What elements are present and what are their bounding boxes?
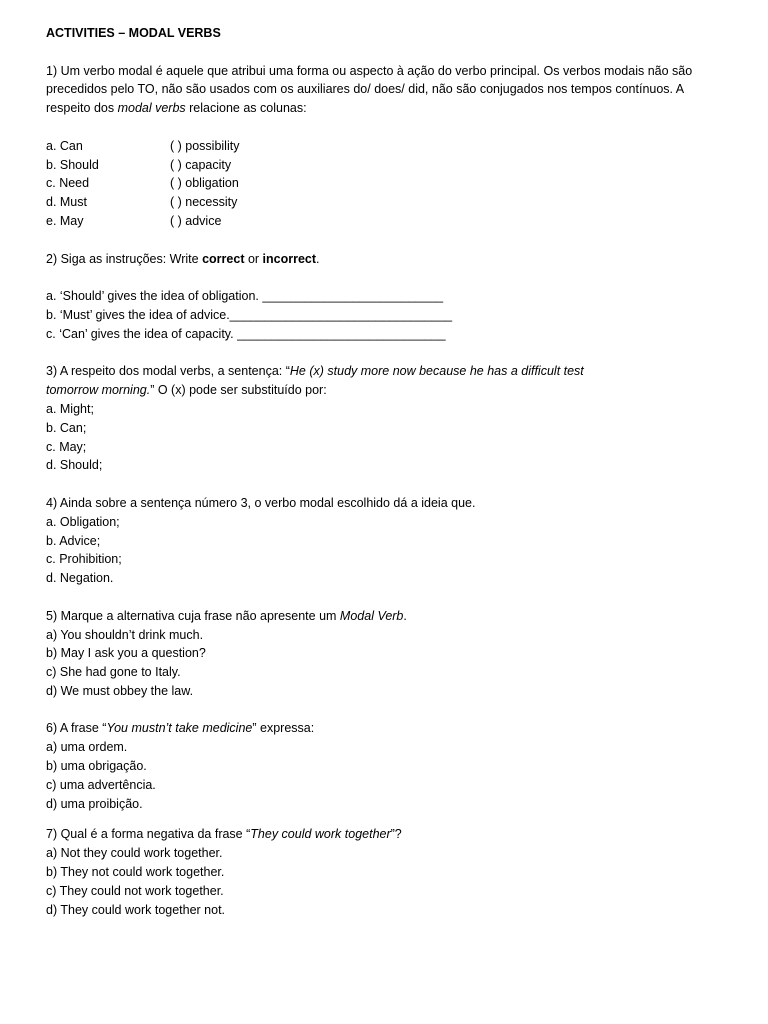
q1-match-row [46, 212, 726, 231]
q6-prompt: 6) A frase “You mustn’t take medicine” expressa: [46, 721, 315, 736]
q3-option: c. May; [46, 439, 87, 454]
q5-option: b) May I ask you a question? [46, 646, 206, 661]
q4-option: d. Negation. [46, 571, 114, 586]
q7-option: c) They could not work together. [46, 883, 224, 898]
q1-left-item: d. Must [46, 195, 87, 210]
q7-prompt: 7) Qual é a forma negativa da frase “They could work together”? [46, 827, 402, 842]
q1-left-item: e. May [46, 213, 84, 228]
q7-option: a) Not they could work together. [46, 846, 223, 861]
q4-option: a. Obligation; [46, 514, 120, 529]
q1-left-item: c. Need [46, 176, 90, 191]
q1-match-row [46, 137, 726, 156]
q6-option: a) uma ordem. [46, 740, 128, 755]
q1-intro-line-2: precedidos pelo TO, não são usados com os auxiliares do/ does/ did, não são conjugados nos tempos contínuos. A [46, 82, 685, 97]
q1-right-item: ( ) advice [170, 213, 222, 228]
q3-option: d. Should; [46, 458, 103, 473]
q5-option: c) She had gone to Italy. [46, 665, 181, 680]
q1-left-item: a. Can [46, 138, 83, 153]
q1-match-row [46, 193, 726, 212]
q3-option: a. Might; [46, 401, 94, 416]
q2-item: b. ‘Must’ gives the idea of advice.________________________________ [46, 307, 453, 322]
q3-prompt-line-1: 3) A respeito dos modal verbs, a sentença: “He (x) study more now because he has a difficult test [46, 364, 584, 379]
q2-prompt: 2) Siga as instruções: Write correct or incorrect. [46, 251, 320, 266]
q1-left-item: b. Should [46, 157, 99, 172]
q2-item: a. ‘Should’ gives the idea of obligation. __________________________ [46, 289, 444, 304]
q1-match-row [46, 156, 726, 175]
q7-option: b) They not could work together. [46, 865, 225, 880]
q6-option: b) uma obrigação. [46, 759, 147, 774]
q6-option: c) uma advertência. [46, 777, 156, 792]
q4-prompt: 4) Ainda sobre a sentença número 3, o verbo modal escolhido dá a ideia que. [46, 495, 476, 510]
q1-intro-line-1: 1) Um verbo modal é aquele que atribui uma forma ou aspecto à ação do verbo principal. Os verbos modais não são [46, 63, 693, 78]
q7-option: d) They could work together not. [46, 902, 226, 917]
document-title: ACTIVITIES – MODAL VERBS [46, 26, 221, 40]
q1-match-row [46, 174, 726, 193]
q1-right-item: ( ) possibility [170, 138, 240, 153]
q6-option: d) uma proibição. [46, 796, 143, 811]
q1-right-item: ( ) necessity [170, 195, 238, 210]
q4-option: b. Advice; [46, 533, 101, 548]
q2-item: c. ‘Can’ gives the idea of capacity. ______________________________ [46, 326, 446, 341]
q1-right-item: ( ) obligation [170, 176, 239, 191]
q5-prompt: 5) Marque a alternativa cuja frase não apresente um Modal Verb. [46, 608, 407, 623]
q5-option: a) You shouldn’t drink much. [46, 627, 204, 642]
q5-option: d) We must obbey the law. [46, 683, 194, 698]
q1-intro-line-3: respeito dos modal verbs relacione as colunas: [46, 101, 307, 116]
q3-option: b. Can; [46, 420, 87, 435]
q4-option: c. Prohibition; [46, 552, 122, 567]
q3-prompt-line-2: tomorrow morning.” O (x) pode ser substituído por: [46, 383, 327, 398]
q1-right-item: ( ) capacity [170, 157, 232, 172]
document-page [46, 24, 726, 919]
